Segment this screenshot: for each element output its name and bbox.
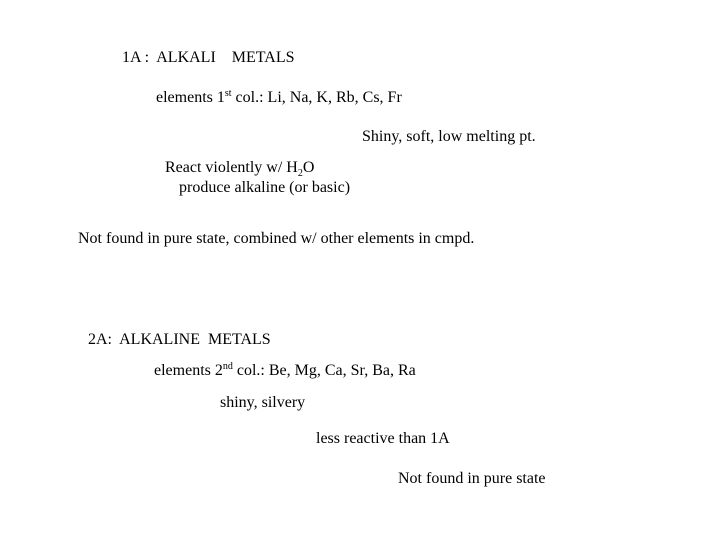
alkali-elements-prefix: elements 1 (156, 89, 225, 106)
alkaline-elements-ordinal: nd (222, 361, 233, 372)
alkali-properties-text: Shiny, soft, low melting pt. (362, 128, 536, 145)
alkali-not-found-text: Not found in pure state, combined w/ other elements in cmpd. (78, 230, 475, 247)
alkaline-not-found-text: Not found in pure state (398, 470, 546, 487)
alkali-reactivity-prefix: React violently w/ H (165, 159, 298, 176)
alkali-properties (346, 107, 536, 167)
alkaline-properties-text: shiny, silvery (220, 394, 306, 411)
alkaline-elements-list: col.: Be, Mg, Ca, Sr, Ba, Ra (232, 362, 416, 379)
alkali-elements-list: col.: Li, Na, K, Rb, Cs, Fr (231, 89, 402, 106)
alkaline-elements-prefix: elements 2 (154, 362, 223, 379)
alkaline-reactivity-text: less reactive than 1A (316, 430, 450, 447)
alkali-reactivity-subscript: 2 (297, 168, 303, 179)
alkali-elements-ordinal: st (224, 88, 232, 99)
alkaline-properties (204, 373, 305, 433)
alkali-produces-text: produce alkaline (or basic) (179, 179, 351, 196)
alkali-metals-heading-text: 1A : ALKALI METALS (122, 49, 295, 66)
alkali-reactivity-suffix: O (302, 159, 315, 176)
alkaline-metals-heading-text: 2A: ALKALINE METALS (88, 331, 271, 348)
alkali-not-found (62, 209, 474, 269)
alkaline-not-found (382, 449, 546, 509)
